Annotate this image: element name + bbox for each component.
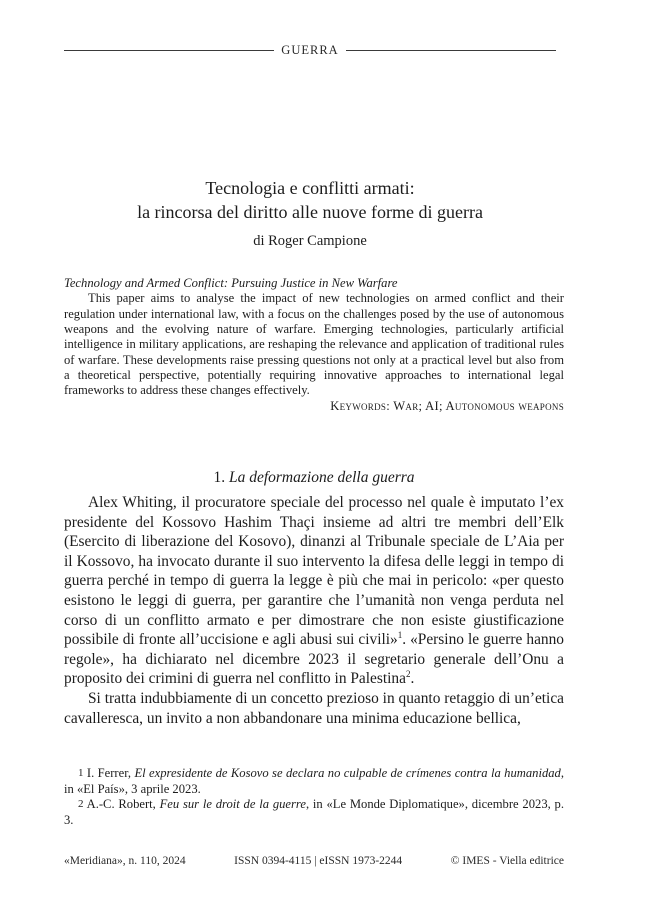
footnote-2-number: 2 — [78, 798, 84, 811]
footnote-2-title: Feu sur le droit de la guerre — [159, 797, 306, 812]
footer-publisher: © IMES - Viella editrice — [450, 855, 564, 867]
abstract-title: Technology and Armed Conflict: Pursuing Justice in New Warfare — [64, 276, 398, 290]
paragraph-1 — [64, 493, 564, 689]
running-header — [64, 42, 556, 58]
running-header-label: GUERRA — [281, 42, 339, 57]
article-title — [64, 176, 556, 224]
abstract-body: This paper aims to analyse the impact of new technologies on armed conflict and their regulation under international law, with a focus on the challenges posed by the use of autonomous weapons and the evolving nature of warfare. Emerging technologies, particularly artificial intelligence in military applications, are reshaping the relevance and application of traditional rules of warfare. These developments raise pressing questions not only at a practical level but also from a theoretical perspective, potentially requiring innovative approaches to international legal frameworks to address these changes effectively. — [64, 291, 564, 398]
title-line-1: Tecnologia e conflitti armati: — [205, 178, 415, 198]
header-rule-right — [346, 50, 556, 51]
footnote-1-post: , in «El País», 3 aprile 2023. — [64, 766, 564, 796]
abstract — [64, 276, 564, 414]
section-name: La deformazione della guerra — [228, 469, 415, 486]
page-footer — [64, 855, 564, 867]
paragraph-1-part-c: . — [410, 670, 415, 688]
footnotes — [64, 766, 564, 828]
keywords: Keywords: War; AI; Autonomous weapons — [330, 398, 564, 413]
footnote-1-pre: I. Ferrer, — [86, 766, 135, 780]
section-number: 1. — [213, 469, 226, 486]
paragraph-1-part-a: Alex Whiting, il procuratore speciale del processo nel quale è imputato l’ex presidente del Kossovo Hashim Thaçi insieme ad altri tre membri dell’Elk (Esercito di liberazione del Kosovo), dinanzi al Tribunale speciale de L’Aia per il Kossovo, ha invocato durante il suo intervento la difesa delle leggi in tempo di guerra perché in tempo di guerra la legge è più che mai in pericolo: «per questo esistono le leggi di guerra, per garantire che l’umanità non venga perduta nel corso di un conflitto armato e per dimostrare che non esiste giustificazione possibile di fronte all’uccisione e agli abusi sui civili» — [64, 494, 564, 649]
footer-issn: ISSN 0394-4115 | eISSN 1973-2244 — [234, 855, 403, 867]
footnote-1-title: El expresidente de Kosovo se declara no culpable de crímenes contra la humanidad — [134, 766, 561, 780]
title-line-2: la rincorsa del diritto alle nuove forme di guerra — [137, 202, 483, 222]
header-rule-left — [64, 50, 274, 51]
footnote-1-number: 1 — [78, 767, 84, 779]
author: di Roger Campione — [253, 233, 367, 249]
section-heading — [64, 469, 564, 487]
footnote-ref-2[interactable]: 2 — [405, 669, 411, 680]
footer-journal: «Meridiana», n. 110, 2024 — [64, 855, 186, 867]
footnote-1 — [64, 766, 564, 797]
body-text — [64, 493, 564, 728]
footnote-ref-1[interactable]: 1 — [397, 630, 403, 641]
paragraph-1-part-b: . «Persino le guerre hanno regole», ha dichiarato nel dicembre 2023 il segretario generale dell’Onu a proposito dei crimini di guerra nel conflitto in Palestina — [64, 631, 564, 688]
footnote-2-pre: A.-C. Robert, — [86, 797, 160, 812]
footnote-2 — [64, 797, 564, 828]
footnote-2-post: , in «Le Monde Diplomatique», dicembre 2023, p. 3. — [64, 797, 564, 827]
paragraph-2: Si tratta indubbiamente di un concetto prezioso in quanto retaggio di un’etica cavalleresca, un invito a non abbandonare una minima educazione bellica, — [64, 689, 564, 727]
